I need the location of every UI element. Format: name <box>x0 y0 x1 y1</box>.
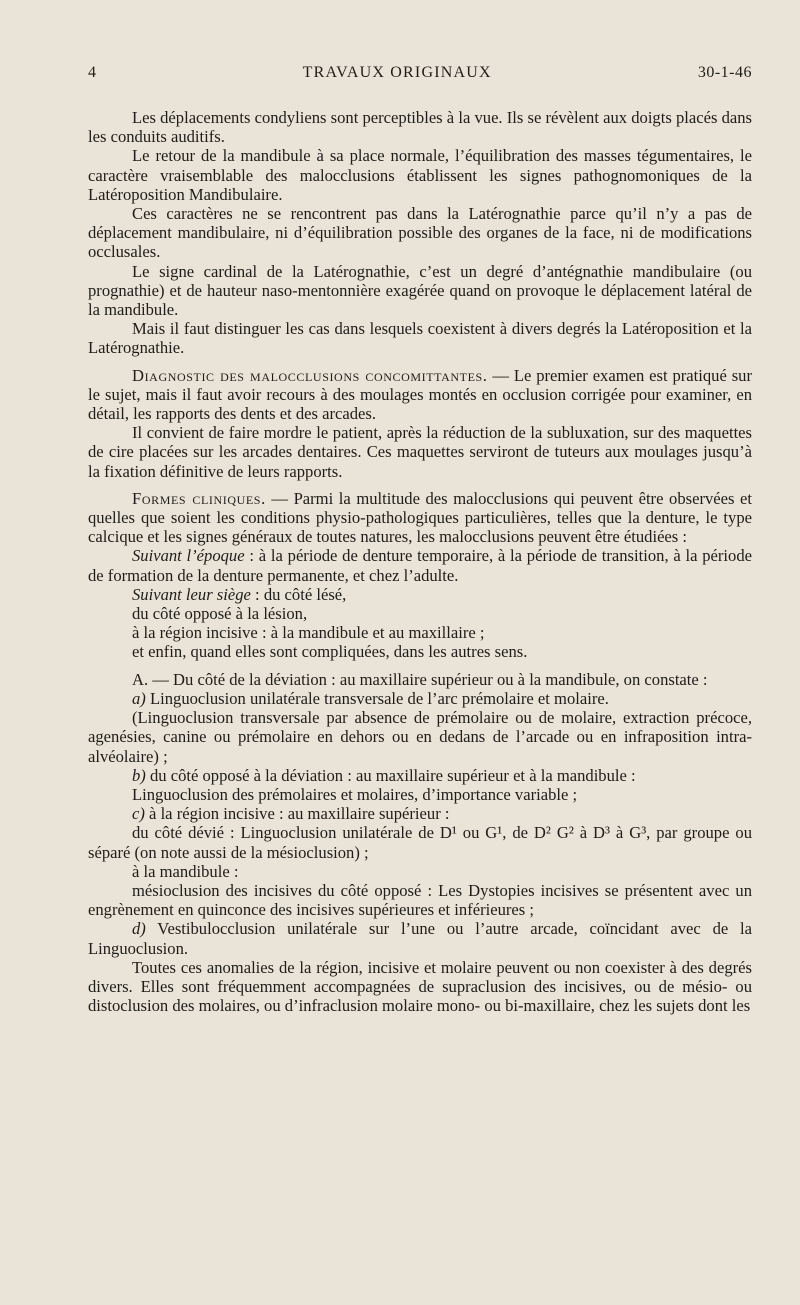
paragraph: Ces caractères ne se rencontrent pas dans la Latérognathie parce qu’il n’y a pas de déplacement mandibulaire, ni d’équilibration possible des organes de la face, ni de modifications occlusales. <box>88 204 752 262</box>
paragraph: du côté dévié : Linguoclusion unilatérale de D¹ ou G¹, de D² G² à D³ à G³, par groupe ou séparé (on note aussi de la mésioclusion) ; <box>88 823 752 862</box>
paragraph: à la région incisive : à la mandibule et au maxillaire ; <box>132 623 485 643</box>
list-item: c) à la région incisive : au maxillaire supérieur : <box>132 804 450 824</box>
paragraph: Suivant l’époque : à la période de denture temporaire, à la période de transition, à la période de formation de la denture permanente, et chez l’adulte. <box>88 546 752 585</box>
paragraph: Les déplacements condyliens sont perceptibles à la vue. Ils se révèlent aux doigts placés dans les conduits auditifs. <box>88 108 752 147</box>
paragraph: Linguoclusion des prémolaires et molaires, d’importance variable ; <box>132 784 578 804</box>
paragraph: Le signe cardinal de la Latérognathie, c’est un degré d’antégnathie mandibulaire (ou prognathie) et de hauteur naso-mentonnière exagérée quand on provoque le déplacement latéral de la mandibule. <box>88 261 752 320</box>
running-title: TRAVAUX ORIGINAUX <box>302 64 492 81</box>
paragraph: Le retour de la mandibule à sa place normale, l’équilibration des masses tégumentaires, le caractère vraisemblable des malocclusions établissent les signes pathognomoniques de la Latéroposition Mandibulaire. <box>88 146 752 204</box>
paragraph: Suivant leur siège : du côté lésé, <box>132 584 347 604</box>
paragraph: à la mandibule : <box>132 861 239 881</box>
list-item: d) Vestibulocclusion unilatérale sur l’une ou l’autre arcade, coïncidant avec de la Linguoclusion. <box>88 919 752 958</box>
article-body <box>88 108 752 1015</box>
paragraph: Il convient de faire mordre le patient, après la réduction de la subluxation, sur des maquettes de cire placées sur les arcades dentaires. Ces maquettes serviront de tuteurs aux moulages jusqu’à la fixation définitive de leurs rapports. <box>88 423 752 481</box>
page-header <box>88 64 752 82</box>
section-heading: Formes cliniques. <box>132 488 266 508</box>
paragraph: Mais il faut distinguer les cas dans lesquels coexistent à divers degrés la Latéroposition et la Latérognathie. <box>88 319 752 358</box>
section-heading: Diagnostic des malocclusions concomittantes. <box>132 365 488 385</box>
paragraph: (Linguoclusion transversale par absence de prémolaire ou de molaire, extraction précoce, agenésies, canine ou prémolaire en dehors ou en dedans de l’arcade ou en infraposition intra-alvéolaire) ; <box>88 708 752 766</box>
list-item: b) du côté opposé à la déviation : au maxillaire supérieur et à la mandibule : <box>132 765 636 785</box>
paragraph: du côté opposé à la lésion, <box>132 604 308 624</box>
paragraph: mésioclusion des incisives du côté opposé : Les Dystopies incisives se présentent avec un engrènement en quinconce des incisives supérieures et inférieures ; <box>88 880 752 920</box>
paragraph: Toutes ces anomalies de la région, incisive et molaire peuvent ou non coexister à des degrés divers. Elles sont fréquemment accompagnées de supraclusion des incisives, ou de mésio- ou distoclusion des molaires, ou d’infraclusion molaire mono- ou bi-maxillaire, chez les sujets dont les <box>88 957 752 1016</box>
paragraph: A. — Du côté de la déviation : au maxillaire supérieur ou à la mandibule, on constate : <box>132 669 708 689</box>
page-number: 4 <box>88 64 97 81</box>
section-paragraph: Formes cliniques. — Parmi la multitude des malocclusions qui peuvent être observées et quelles que soient les conditions physio-pathologiques particulières, telles que la denture, le type calcique et les signes généraux de toutes natures, les malocclusions peuvent être étudiées : <box>88 488 752 547</box>
paragraph: et enfin, quand elles sont compliquées, dans les autres sens. <box>132 642 528 662</box>
issue-date: 30-1-46 <box>697 64 752 81</box>
section-paragraph: Diagnostic des malocclusions concomittantes. — Le premier examen est pratiqué sur le sujet, mais il faut avoir recours à des moulages montés en occlusion corrigée pour examiner, en détail, les rapports des dents et des arcades. <box>88 365 752 424</box>
list-item: a) Linguoclusion unilatérale transversale de l’arc prémolaire et molaire. <box>132 688 609 708</box>
